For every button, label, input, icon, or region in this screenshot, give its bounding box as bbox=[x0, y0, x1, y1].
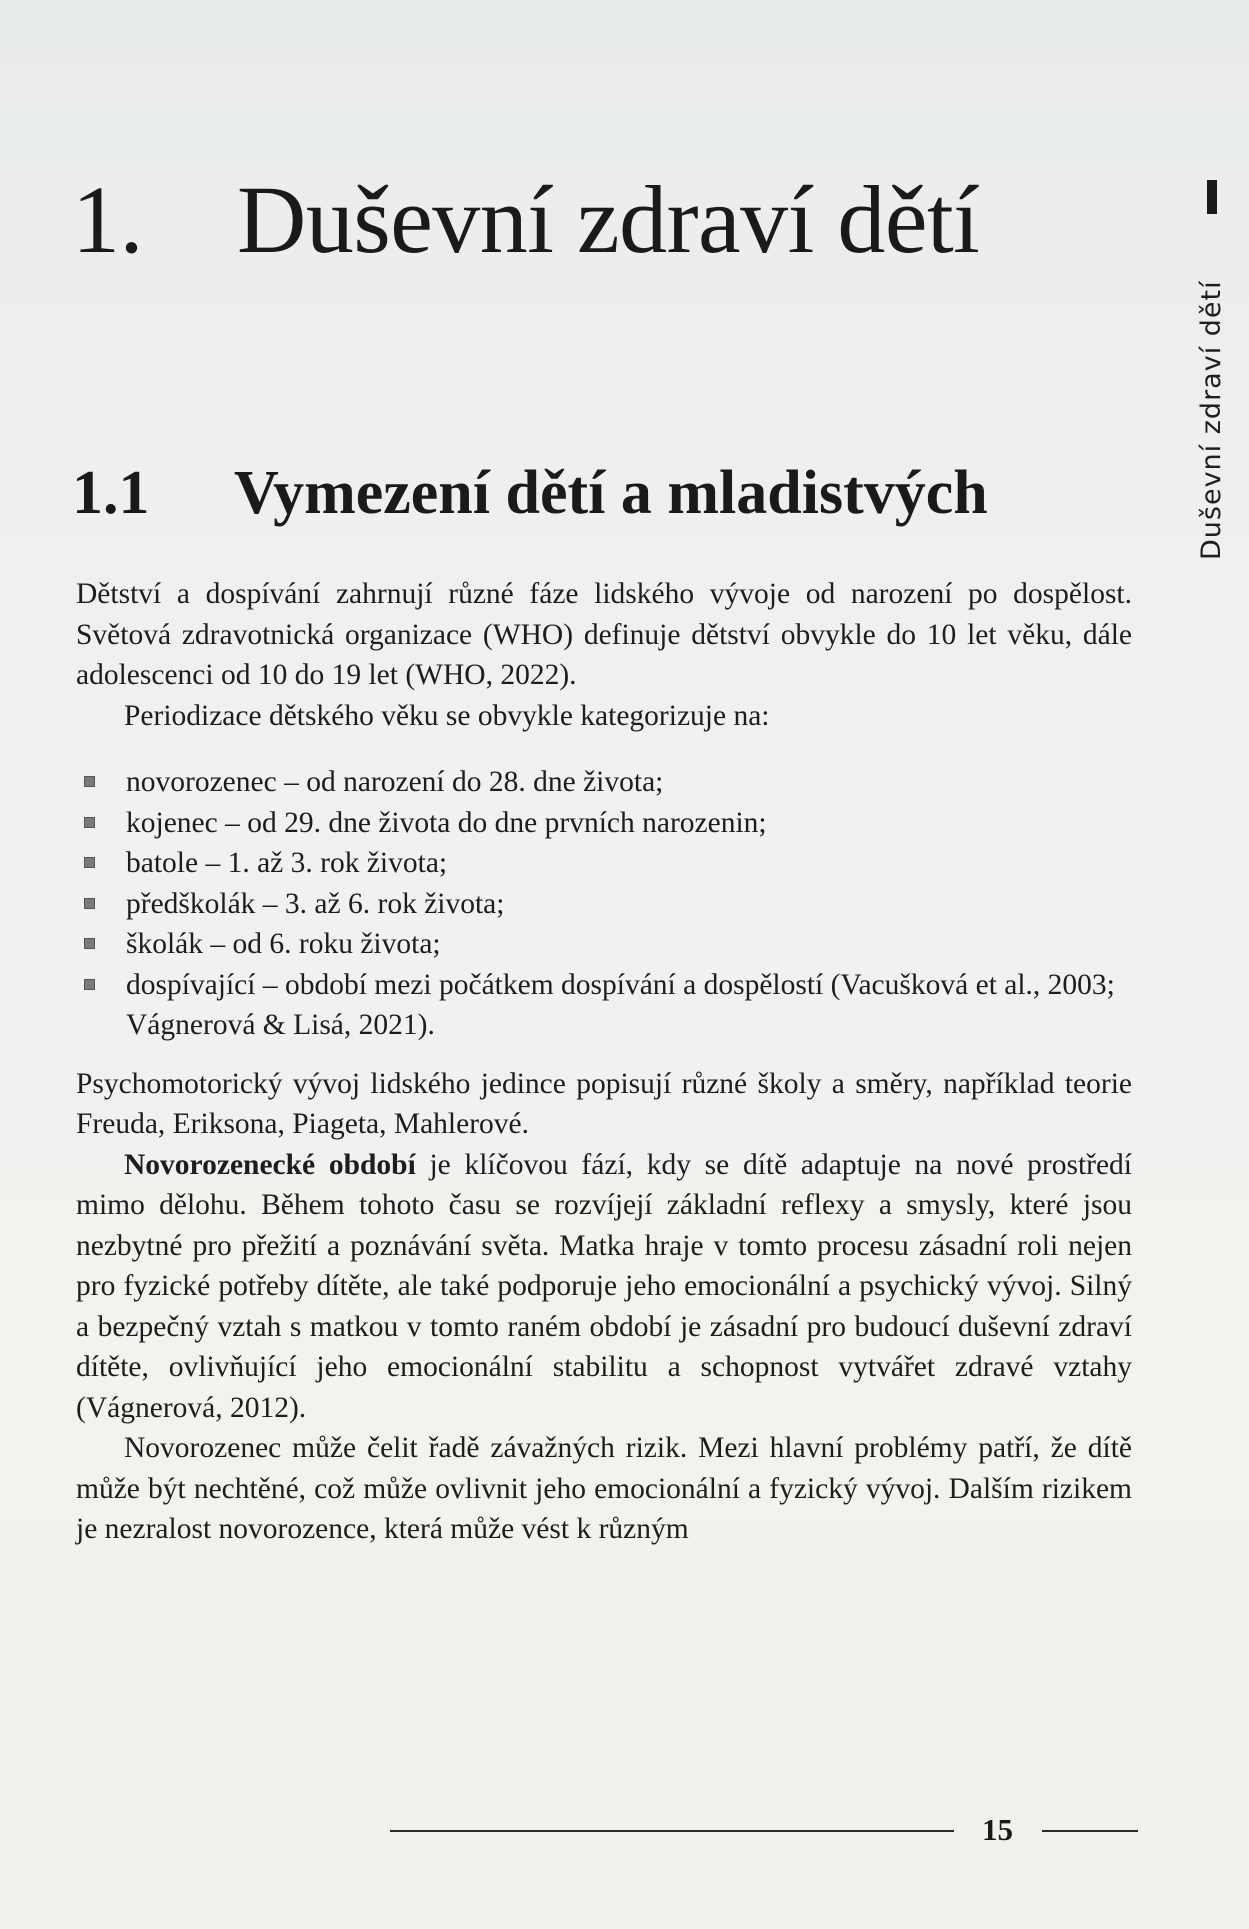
chapter-tab-label: Duševní zdraví dětí bbox=[1196, 280, 1227, 560]
footer-rule-left bbox=[390, 1830, 954, 1832]
square-bullet-icon bbox=[84, 776, 95, 787]
paragraph-periodization-intro: Periodizace dětského věku se obvykle kategorizuje na: bbox=[124, 699, 770, 732]
page-footer bbox=[390, 1810, 1150, 1850]
newborn-period-term: Novorozenecké období bbox=[124, 1148, 416, 1181]
page-number: 15 bbox=[982, 1812, 1013, 1847]
section-number: 1.1 bbox=[72, 459, 150, 527]
list-item: dospívající – období mezi počátkem dospívání a dospělostí (Vacušková et al., 2003; Vágnerová & Lisá, 2021). bbox=[76, 965, 1132, 1046]
chapter-title bbox=[72, 166, 980, 273]
section-title-text: Vymezení dětí a mladistvých bbox=[234, 459, 988, 527]
paragraph-psychomotor: Psychomotorický vývoj lidského jedince popisují různé školy a směry, například teorie Freuda, Eriksona, Piageta, Mahlerové. bbox=[76, 1067, 1132, 1140]
square-bullet-icon bbox=[84, 857, 95, 868]
chapter-side-tab bbox=[1192, 180, 1236, 560]
square-bullet-icon bbox=[84, 979, 95, 990]
list-item: batole – 1. až 3. rok života; bbox=[76, 843, 1132, 884]
square-bullet-icon bbox=[84, 938, 95, 949]
chapter-title-text: Duševní zdraví dětí bbox=[237, 166, 980, 273]
footer-rule-right bbox=[1042, 1830, 1138, 1832]
square-bullet-icon bbox=[84, 817, 95, 828]
square-bullet-icon bbox=[84, 898, 95, 909]
list-item: kojenec – od 29. dne života do dne prvních narozenin; bbox=[76, 803, 1132, 844]
list-item: školák – od 6. roku života; bbox=[76, 924, 1132, 965]
paragraph-newborn-period: Novorozenecké období je klíčovou fází, kdy se dítě adaptuje na nové prostředí mimo dělohu. Během tohoto času se rozvíjejí základní reflexy a smysly, které jsou nezbytné pro přežití a poznávání světa. Matka hraje v tomto procesu zásadní roli nejen pro fyzické potřeby dítěte, ale také podporuje jeho emocionální a psychický vývoj. Silný a bezpečný vztah s matkou v tomto raném období je zásadní pro budoucí duševní zdraví dítěte, ovlivňující jeho emocionální stabilitu a schopnost vytvářet zdravé vztahy (Vágnerová, 2012). bbox=[76, 1148, 1133, 1424]
paragraph-newborn-risks: Novorozenec může čelit řadě závažných rizik. Mezi hlavní problémy patří, že dítě může být nechtěné, což může ovlivnit jeho emocionální a fyzický vývoj. Dalším rizikem je nezralost novorozence, která může vést k různým bbox=[76, 1432, 1132, 1545]
list-item: novorozenec – od narození do 28. dne života; bbox=[76, 762, 1132, 803]
list-item: předškolák – 3. až 6. rok života; bbox=[76, 884, 1132, 925]
paragraph-definition: Dětství a dospívání zahrnují různé fáze lidského vývoje od narození po dospělost. Světová zdravotnická organizace (WHO) definuje dětství obvykle do 10 let věku, dále adolescenci od 10 do 19 let (WHO, 2022). bbox=[76, 578, 1132, 691]
body-text bbox=[76, 574, 1132, 1550]
age-periods-list bbox=[76, 762, 1132, 1046]
section-title bbox=[72, 459, 988, 527]
chapter-tab-marker bbox=[1207, 180, 1217, 214]
chapter-number: 1. bbox=[72, 166, 143, 273]
